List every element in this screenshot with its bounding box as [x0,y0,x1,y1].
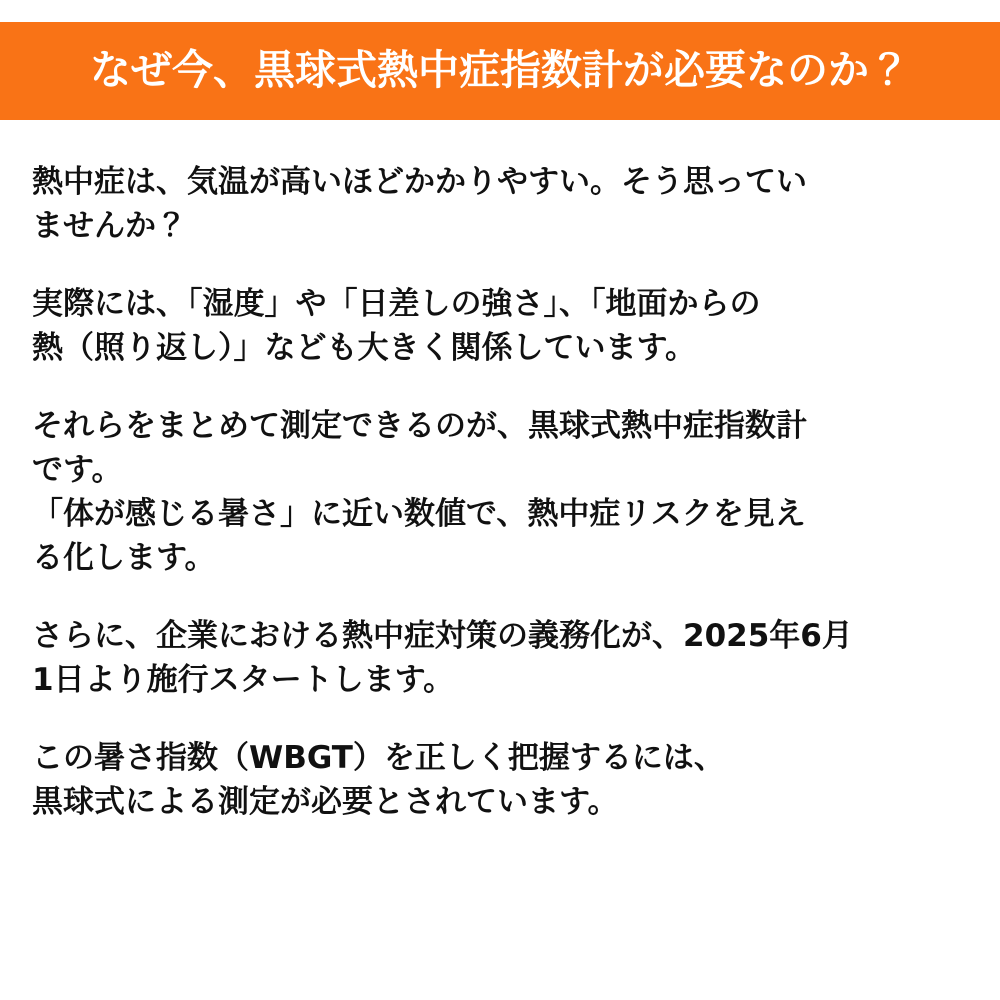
text-line: です。 [32,452,123,489]
text-line: さらに、企業における熱中症対策の義務化が、2025年6月 [32,618,853,655]
header-banner [0,22,1000,120]
body-text-area [32,160,968,824]
text-line: それらをまとめて測定できるのが、黒球式熱中症指数計 [32,408,807,445]
text-line: この暑さ指数（WBGT）を正しく把握するには、 [32,740,725,777]
paragraph-regulation [32,614,968,702]
text-line: る化します。 [32,540,216,577]
page-title: なぜ今、黒球式熱中症指数計が必要なのか？ [90,46,910,95]
paragraph-wbgt [32,736,968,824]
text-line: ませんか？ [32,208,187,245]
paragraph-device [32,404,968,580]
text-line: 黒球式による測定が必要とされています。 [32,784,619,821]
text-line: 熱中症は、気温が高いほどかかりやすい。そう思ってい [32,164,807,200]
text-line: 「体が感じる暑さ」に近い数値で、熱中症リスクを見え [32,496,806,533]
paragraph-factors [32,282,968,370]
text-line: 熱（照り返し）」なども大きく関係しています。 [32,330,697,367]
text-line: 実際には、「湿度」や「日差しの強さ」、「地面からの [32,286,761,323]
text-line: 1日より施行スタートします。 [32,662,455,699]
paragraph-intro [32,160,968,248]
